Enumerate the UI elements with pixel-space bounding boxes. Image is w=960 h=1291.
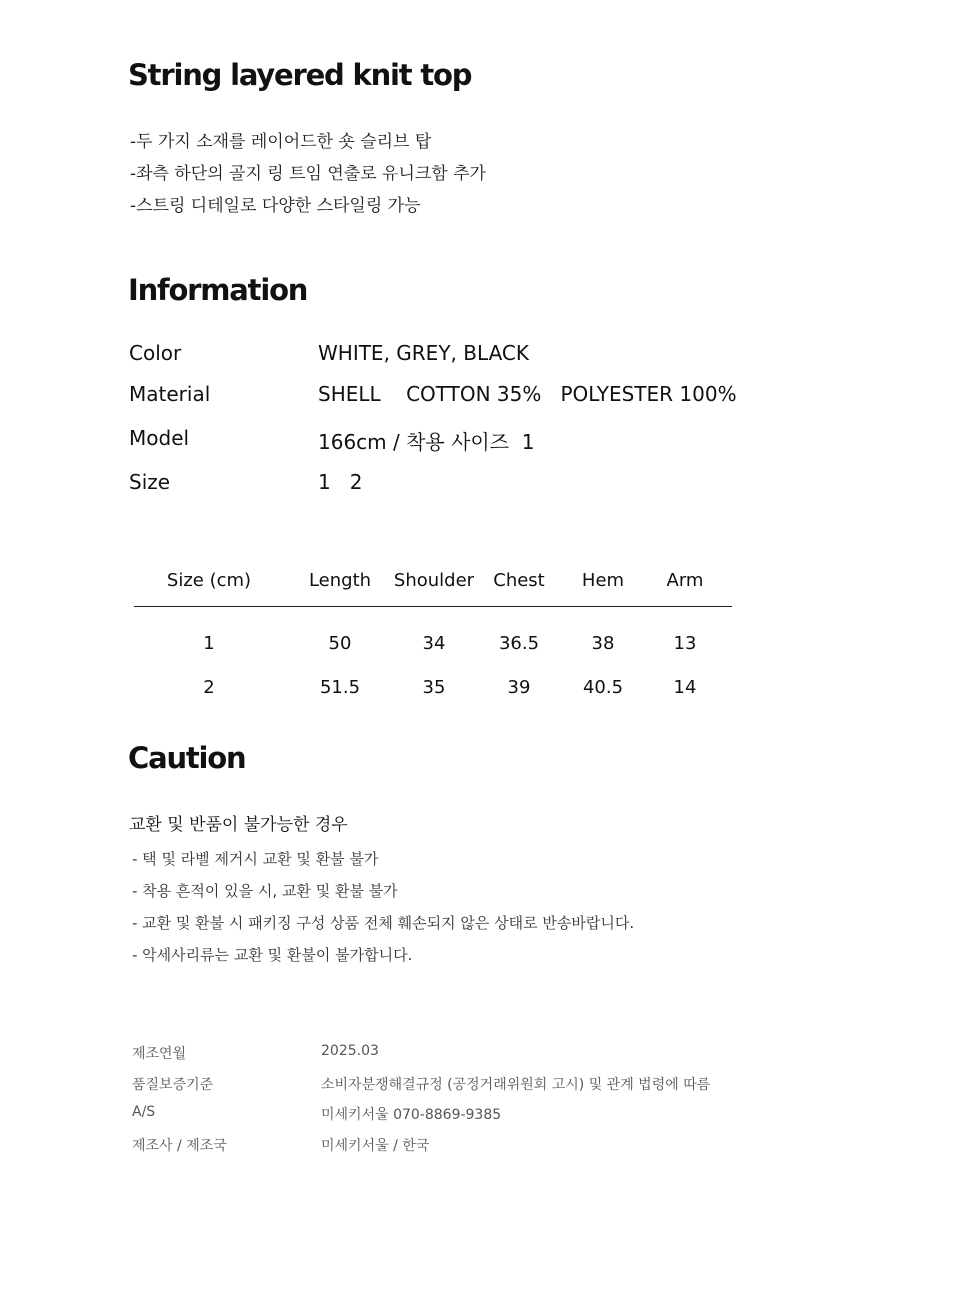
- size-table-cell: 2: [203, 677, 215, 698]
- info-label: Material: [129, 382, 211, 406]
- info-value: WHITE, GREY, BLACK: [318, 341, 529, 365]
- size-table-header: [134, 558, 732, 607]
- size-table-cell: 39: [507, 677, 531, 698]
- product-feature-item: -좌측 하단의 골지 링 트임 연출로 유니크함 추가: [130, 164, 486, 184]
- size-table-cell: 13: [673, 633, 697, 654]
- table-row: [134, 665, 732, 709]
- info-value: SHELL COTTON 35% POLYESTER 100%: [318, 382, 737, 406]
- size-table-cell: 14: [673, 677, 697, 698]
- meta-row: [0, 1101, 960, 1132]
- size-table-cell: 34: [422, 633, 446, 654]
- caution-heading: Caution: [128, 741, 246, 775]
- meta-row: [0, 1071, 960, 1102]
- size-table-cell: 35: [422, 677, 446, 698]
- size-table-cell: 36.5: [498, 633, 540, 654]
- caution-item: - 악세사리류는 교환 및 환불이 불가합니다.: [132, 946, 413, 964]
- meta-value: 미세키서울 070-8869-9385: [321, 1107, 502, 1123]
- meta-label: A/S: [132, 1104, 156, 1120]
- meta-label: 품질보증기준: [132, 1076, 214, 1093]
- caution-subheading: 교환 및 반품이 불가능한 경우: [129, 815, 348, 835]
- meta-label: 제조사 / 제조국: [132, 1137, 227, 1154]
- info-label: Model: [129, 426, 190, 450]
- meta-value: 소비자분쟁해결규정 (공정거래위원회 고시) 및 관계 법령에 따름: [321, 1076, 711, 1093]
- size-table-cell: 51.5: [319, 677, 361, 698]
- size-table-cell: 50: [328, 633, 352, 654]
- caution-item: - 착용 흔적이 있을 시, 교환 및 환불 불가: [132, 882, 398, 900]
- size-table-header-cell: Hem: [581, 570, 625, 591]
- meta-row: [0, 1132, 960, 1163]
- size-table-header-cell: Length: [308, 570, 372, 591]
- meta-row: [0, 1040, 960, 1071]
- caution-item: - 교환 및 환불 시 패키징 구성 상품 전체 훼손되지 않은 상태로 반송바랍니다.: [132, 914, 635, 932]
- size-table-header-cell: Chest: [493, 570, 545, 591]
- meta-value: 미세키서울 / 한국: [321, 1137, 430, 1154]
- product-feature-list: [130, 126, 486, 222]
- info-label: Color: [129, 341, 182, 365]
- size-table-header-cell: Size (cm): [166, 570, 252, 591]
- size-table-cell: 40.5: [582, 677, 624, 698]
- caution-item: - 택 및 라벨 제거시 교환 및 환불 불가: [132, 850, 379, 868]
- info-value: 1 2: [318, 470, 363, 494]
- info-value: 166cm / 착용 사이즈 1: [318, 430, 535, 454]
- meta-value: 2025.03: [321, 1043, 379, 1059]
- caution-list: [132, 843, 634, 971]
- product-meta-table: [0, 1040, 960, 1162]
- size-table-cell: 1: [203, 633, 215, 654]
- meta-label: 제조연월: [132, 1046, 187, 1062]
- size-table: [134, 558, 732, 709]
- table-row: [134, 621, 732, 665]
- info-label: Size: [129, 470, 171, 494]
- product-feature-item: -두 가지 소재를 레이어드한 숏 슬리브 탑: [130, 132, 432, 152]
- product-title: String layered knit top: [128, 58, 472, 92]
- product-feature-item: -스트링 디테일로 다양한 스타일링 가능: [130, 196, 421, 216]
- information-heading: Information: [128, 273, 308, 307]
- size-table-cell: 38: [591, 633, 615, 654]
- size-table-header-cell: Arm: [666, 570, 704, 591]
- size-table-header-cell: Shoulder: [393, 570, 475, 591]
